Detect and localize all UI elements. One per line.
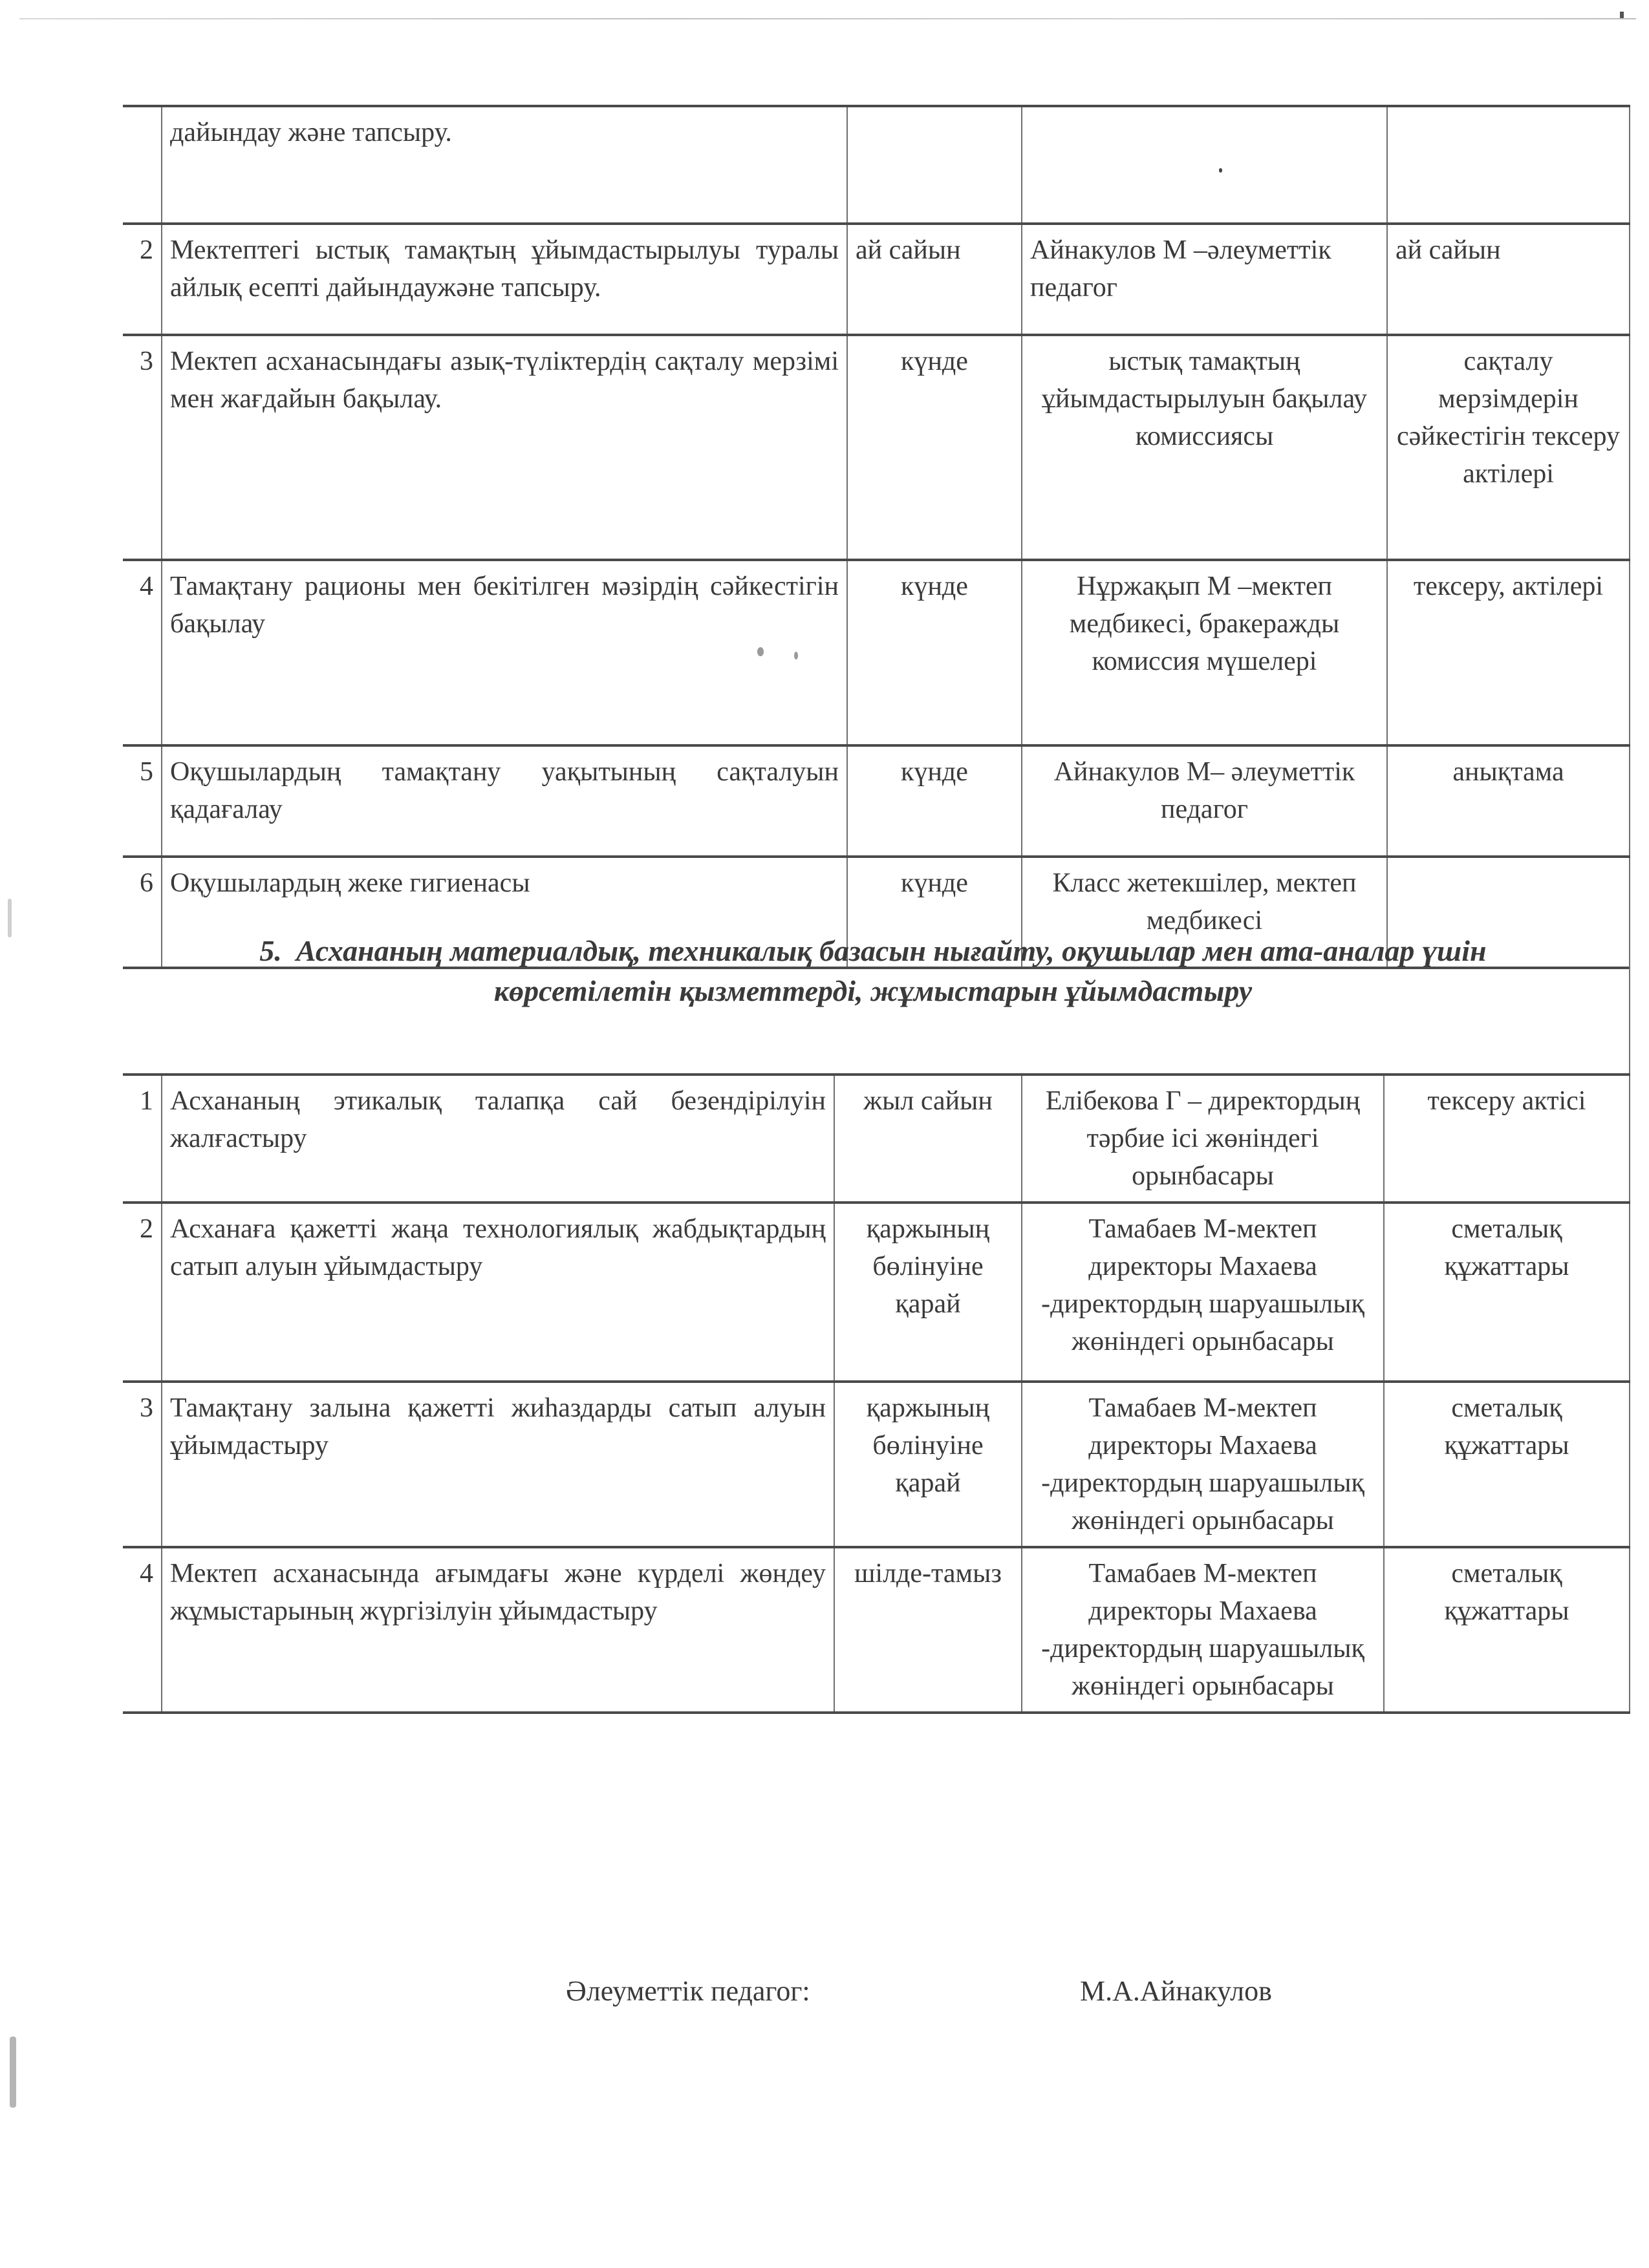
table-row [123,335,1630,560]
task-cell: Мектеп асханасындағы азық-түліктердің сақталу мерзімі мен жағдайын бақылау. [162,335,847,560]
row-number: 5 [123,745,162,857]
responsible-cell: Айнакулов М– әлеуметтік педагог [1022,745,1387,857]
section-5-heading [194,931,1552,1011]
table-row [123,224,1630,335]
task-cell: Тамақтану залына қажетті жиһаздарды сатып алуын ұйымдастыру [162,1382,834,1547]
task-cell: Асханаға қажетті жаңа технологиялық жабдықтардың сатып алуын ұйымдастыру [162,1203,834,1382]
row-number: 4 [123,1547,162,1713]
scan-artifact-edge [8,899,12,937]
responsible-cell: Тамабаев М-мектеп директоры Махаева -директордың шаруашылық жөніндегі орынбасары [1022,1203,1384,1382]
frequency-cell: күнде [847,335,1022,560]
responsible-cell: Нұржақып М –мектеп медбикесі, бракеражды комиссия мүшелері [1022,560,1387,745]
scan-artifact-line [19,18,1636,19]
frequency-cell: жыл сайын [834,1075,1022,1203]
frequency-cell: күнде [847,857,1022,968]
responsible-cell: ыстық тамақтың ұйымдастырылуын бақылау комиссиясы [1022,335,1387,560]
responsible-cell: Елібекова Г – директордың тәрбие ісі жөніндегі орынбасары [1022,1075,1384,1203]
scan-artifact-speck [794,652,798,659]
responsible-cell: Тамабаев М-мектеп директоры Махаева -директордың шаруашылық жөніндегі орынбасары [1022,1547,1384,1713]
outcome-cell: ай сайын [1387,224,1630,335]
row-number: 4 [123,560,162,745]
scan-artifact-edge [10,2037,16,2108]
outcome-cell: сметалық құжаттары [1384,1382,1630,1547]
outcome-cell: сметалық құжаттары [1384,1203,1630,1382]
outcome-cell: анықтама [1387,745,1630,857]
frequency-cell: ай сайын [847,224,1022,335]
frequency-cell [847,106,1022,224]
task-cell: Мектеп асханасында ағымдағы және күрделі жөндеу жұмыстарының жүргізілуін ұйымдастыру [162,1547,834,1713]
frequency-cell: күнде [847,560,1022,745]
scan-artifact-mark [1620,12,1624,18]
frequency-cell: шілде-тамыз [834,1547,1022,1713]
table-row [123,1203,1630,1382]
responsible-cell: Класс жетекшілер, мектеп медбикесі [1022,857,1387,968]
plan-table-section-4 [123,105,1630,969]
frequency-cell: күнде [847,745,1022,857]
plan-table-section-5 [123,1073,1630,1714]
outcome-cell: сметалық құжаттары [1384,1547,1630,1713]
section-title: Асхананың материалдық, техникалық базасын нығайту, оқушылар мен ата-аналар үшін көрсетілетін қызметтерді, жұмыстарын ұйымдастыру [296,934,1487,1007]
scan-artifact-speck [1219,168,1222,173]
table-row [123,1382,1630,1547]
frequency-cell: қаржының бөлінуіне қарай [834,1203,1022,1382]
table-row [123,560,1630,745]
outcome-cell: сақталу мерзімдерін сәйкестігін тексеру актілері [1387,335,1630,560]
signature-name: М.А.Айнакулов [1080,1975,1272,2007]
task-cell: дайындау және тапсыру. [162,106,847,224]
task-cell: Оқушылардың тамақтану уақытының сақталуын қадағалау [162,745,847,857]
row-number: 3 [123,335,162,560]
responsible-cell [1022,106,1387,224]
row-number: 6 [123,857,162,968]
task-cell: Асхананың этикалық талапқа сай безендірілуін жалғастыру [162,1075,834,1203]
row-number: 2 [123,224,162,335]
outcome-cell [1387,106,1630,224]
outcome-cell: тексеру, актілері [1387,560,1630,745]
scan-artifact-speck [757,647,764,656]
responsible-cell: Тамабаев М-мектеп директоры Махаева -директордың шаруашылық жөніндегі орынбасары [1022,1382,1384,1547]
table-row [123,1075,1630,1203]
task-cell: Мектептегі ыстық тамақтың ұйымдастырылуы туралы айлық есепті дайындаужәне тапсыру. [162,224,847,335]
row-number: 1 [123,1075,162,1203]
section-number: 5. [259,934,282,967]
outcome-cell: тексеру актісі [1384,1075,1630,1203]
table-row [123,1547,1630,1713]
responsible-cell: Айнакулов М –әлеуметтік педагог [1022,224,1387,335]
table-row [123,106,1630,224]
table-row [123,745,1630,857]
row-number: 3 [123,1382,162,1547]
table-frame-line [1629,928,1630,1075]
task-cell: Оқушылардың жеке гигиенасы [162,857,847,968]
task-cell: Тамақтану рационы мен бекітілген мәзірдің сәйкестігін бақылау [162,560,847,745]
row-number [123,106,162,224]
row-number: 2 [123,1203,162,1382]
signature-role: Әлеуметтік педагог: [566,1975,810,2007]
frequency-cell: қаржының бөлінуіне қарай [834,1382,1022,1547]
